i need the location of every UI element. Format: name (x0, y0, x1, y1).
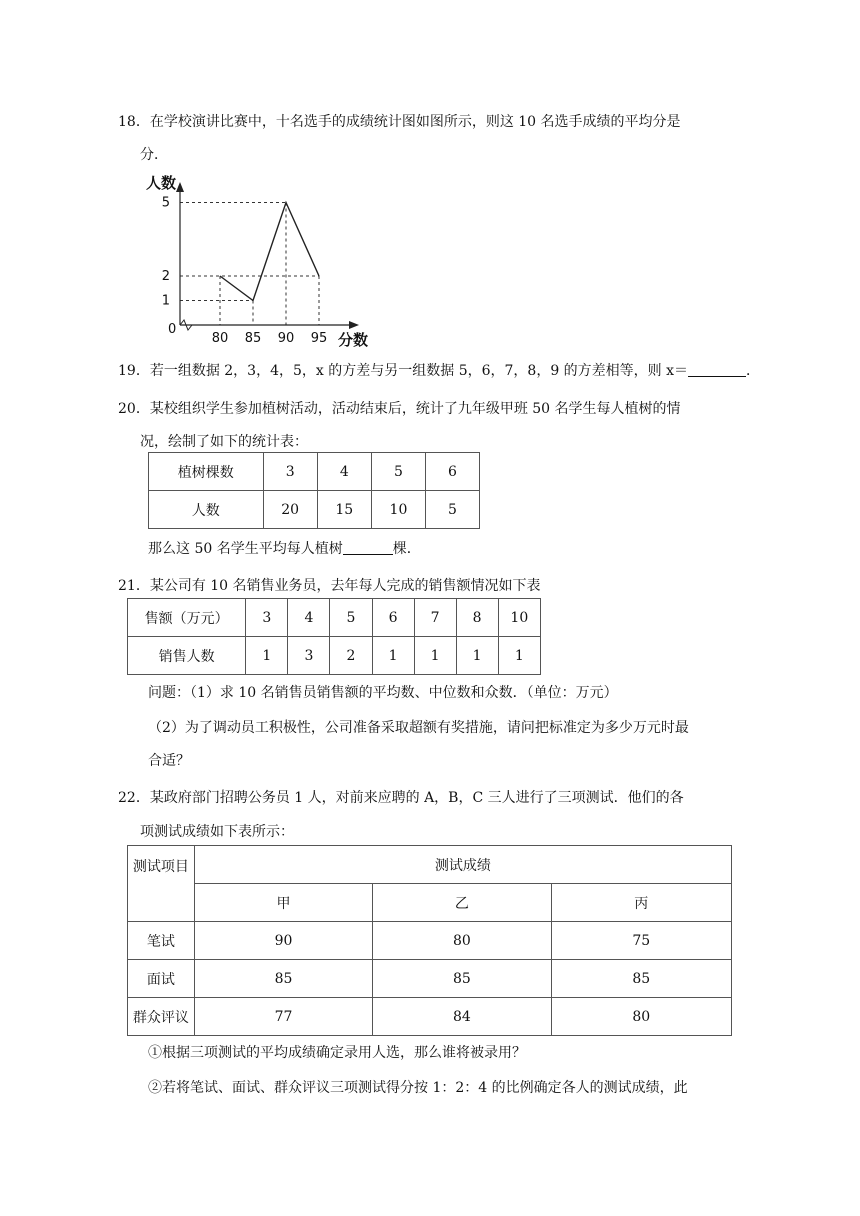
table-cell: 77 (194, 998, 372, 1036)
q21-line1: 21．某公司有 10 名销售业务员，去年每人完成的销售额情况如下表 (118, 578, 541, 594)
table-cell: 4 (288, 599, 330, 637)
y-axis-arrow (176, 182, 184, 192)
table-row (128, 922, 732, 960)
table-cell: 5 (426, 491, 480, 529)
table-row (128, 960, 732, 998)
q20-after (148, 539, 421, 559)
y-tick-label: 2 (161, 269, 170, 284)
table-cell: 1 (414, 637, 456, 675)
table-cell: 75 (551, 922, 731, 960)
table-cell: 3 (263, 453, 317, 491)
table-cell: 85 (373, 960, 551, 998)
table-row (149, 453, 480, 491)
table-cell: 3 (246, 599, 288, 637)
table-cell: 10 (498, 599, 540, 637)
q19-end: ． (746, 363, 761, 379)
table-cell: 1 (456, 637, 498, 675)
table-cell: 售额（万元） (128, 599, 246, 637)
q22-line1: 22．某政府部门招聘公务员 1 人，对前来应聘的 A，B，C 三人进行了三项测试．他们的各 (118, 790, 684, 806)
table-cell: 7 (414, 599, 456, 637)
score-line-chart (140, 170, 370, 348)
x-axis-arrow (349, 321, 359, 329)
q18-line2: 分． (140, 147, 168, 163)
table-cell: 4 (317, 453, 371, 491)
table-cell: 笔试 (128, 922, 195, 960)
q20-table (148, 452, 480, 529)
y-tick-label: 5 (161, 195, 170, 211)
y-axis-label: 人数 (146, 174, 177, 192)
table-cell: 10 (371, 491, 425, 529)
table-cell: 20 (263, 491, 317, 529)
table-row (128, 599, 541, 637)
q20-after-end: 棵． (392, 541, 421, 557)
x-tick-label: 80 (211, 331, 229, 346)
table-cell: 8 (456, 599, 498, 637)
table-cell: 丙 (551, 884, 731, 922)
q20-line1: 20．某校组织学生参加植树活动，活动结束后，统计了九年级甲班 50 名学生每人植树的情 (118, 401, 681, 417)
q19-text (118, 361, 760, 381)
table-cell: 1 (498, 637, 540, 675)
q22-sub2: ②若将笔试、面试、群众评议三项测试得分按 1：2：4 的比例确定各人的测试成绩，此 (148, 1080, 688, 1096)
table-cell: 5 (330, 599, 372, 637)
x-axis-label: 分数 (338, 331, 369, 348)
table-row (128, 884, 732, 922)
table-cell: 80 (551, 998, 731, 1036)
table-cell: 85 (194, 960, 372, 998)
table-cell: 2 (330, 637, 372, 675)
table-cell: 销售人数 (128, 637, 246, 675)
q18-line1: 18．在学校演讲比赛中，十名选手的成绩统计图如图所示，则这 10 名选手成绩的平均分是 (118, 114, 681, 130)
table-row (128, 846, 732, 884)
table-cell: 人数 (149, 491, 264, 529)
table-cell: 1 (246, 637, 288, 675)
table-cell: 85 (551, 960, 731, 998)
table-cell: 84 (373, 998, 551, 1036)
q21-table (127, 598, 541, 675)
q21-sub1: 问题：（1）求 10 名销售员销售额的平均数、中位数和众数．（单位：万元） (148, 685, 618, 701)
table-row (128, 637, 541, 675)
table-cell: 90 (194, 922, 372, 960)
y-tick-label: 1 (161, 293, 170, 309)
table-corner-cell (128, 846, 195, 922)
table-cell: 植树棵数 (149, 453, 264, 491)
q20-line2: 况，绘制了如下的统计表： (140, 434, 308, 450)
q21-sub2b: 合适？ (148, 753, 190, 769)
table-cell: 面试 (128, 960, 195, 998)
table-cell: 80 (373, 922, 551, 960)
q20-answer-blank (343, 540, 393, 555)
table-cell: 6 (372, 599, 414, 637)
corner-label: 测试项目 (132, 858, 189, 875)
origin-label: 0 (168, 322, 177, 337)
q19-question: 19．若一组数据 2，3，4，5，x 的方差与另一组数据 5，6，7，8，9 的方差相等，则 x＝ (118, 363, 689, 379)
x-tick-label: 90 (277, 331, 295, 346)
q20-after-text: 那么这 50 名学生平均每人植树 (148, 541, 343, 557)
q22-sub1: ①根据三项测试的平均成绩确定录用人选，那么谁将被录用？ (148, 1045, 526, 1061)
table-cell: 甲 (194, 884, 372, 922)
table-cell: 15 (317, 491, 371, 529)
q21-sub2a: （2）为了调动员工积极性，公司准备采取超额有奖措施，请问把标准定为多少万元时最 (148, 720, 689, 736)
table-cell: 群众评议 (128, 998, 195, 1036)
q22-line2: 项测试成绩如下表所示： (140, 824, 294, 840)
q22-table (127, 845, 732, 1036)
x-tick-label: 95 (310, 331, 328, 346)
table-cell: 3 (288, 637, 330, 675)
series-line (220, 203, 319, 301)
table-cell: 6 (426, 453, 480, 491)
q19-answer-blank (688, 362, 746, 377)
table-row (149, 491, 480, 529)
table-row (128, 998, 732, 1036)
table-cell: 1 (372, 637, 414, 675)
group-header-cell: 测试成绩 (194, 846, 731, 884)
table-cell: 乙 (373, 884, 551, 922)
table-cell: 5 (371, 453, 425, 491)
x-tick-label: 85 (244, 331, 262, 346)
